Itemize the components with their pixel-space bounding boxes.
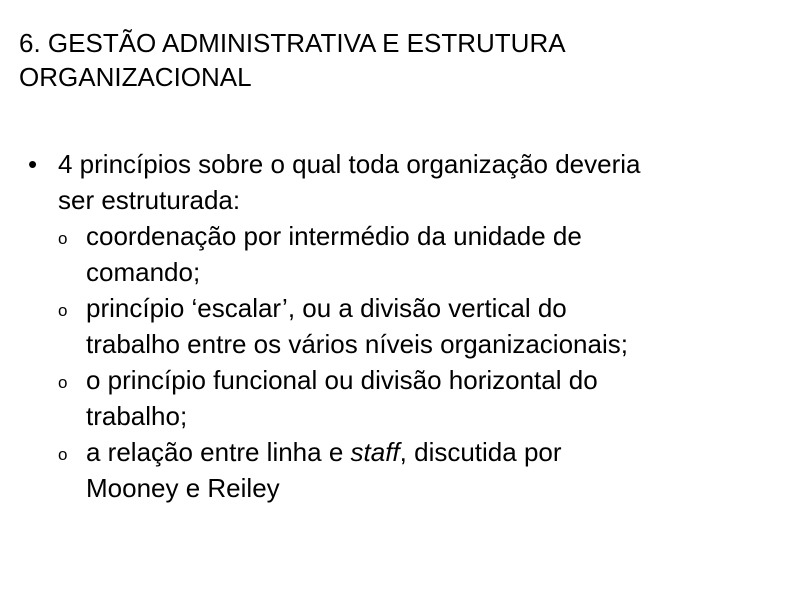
sub-item-line-2: comando; bbox=[86, 257, 201, 287]
bullet-dot-icon: • bbox=[28, 149, 38, 179]
circle-bullet-icon: o bbox=[58, 229, 68, 248]
title-line-1: 6. GESTÃO ADMINISTRATIVA E ESTRUTURA bbox=[19, 28, 566, 58]
sub-item-escalar bbox=[28, 290, 772, 362]
sub-item-linha-staff bbox=[28, 434, 772, 506]
title-line-2: ORGANIZACIONAL bbox=[19, 62, 252, 92]
main-bullet-line-1: 4 princípios sobre o qual toda organização deveria bbox=[58, 149, 641, 179]
sub-item-text-pre: a relação entre linha e bbox=[86, 437, 351, 467]
sub-item-coordenacao bbox=[28, 218, 772, 290]
sub-item-line-2: Mooney e Reiley bbox=[86, 473, 280, 503]
main-bullet-line-2: ser estruturada: bbox=[58, 185, 241, 215]
slide-title bbox=[19, 26, 779, 94]
sub-item-line-1: o princípio funcional ou divisão horizontal do bbox=[86, 365, 598, 395]
sub-item-line-1: princípio ‘escalar’, ou a divisão vertical do bbox=[86, 293, 567, 323]
circle-bullet-icon: o bbox=[58, 301, 68, 320]
sub-item-line-1: coordenação por intermédio da unidade de bbox=[86, 221, 582, 251]
sub-item-text-post: , discutida por bbox=[399, 437, 562, 467]
content-block bbox=[28, 146, 772, 506]
sub-item-line-2: trabalho; bbox=[86, 401, 188, 431]
staff-emphasis: staff bbox=[350, 437, 400, 467]
main-bullet bbox=[28, 146, 772, 218]
sub-item-line-1 bbox=[86, 434, 772, 470]
circle-bullet-icon: o bbox=[58, 373, 68, 392]
circle-bullet-icon: o bbox=[58, 445, 68, 464]
sub-item-line-2: trabalho entre os vários níveis organizacionais; bbox=[86, 329, 628, 359]
sub-list bbox=[28, 218, 772, 506]
sub-item-funcional bbox=[28, 362, 772, 434]
